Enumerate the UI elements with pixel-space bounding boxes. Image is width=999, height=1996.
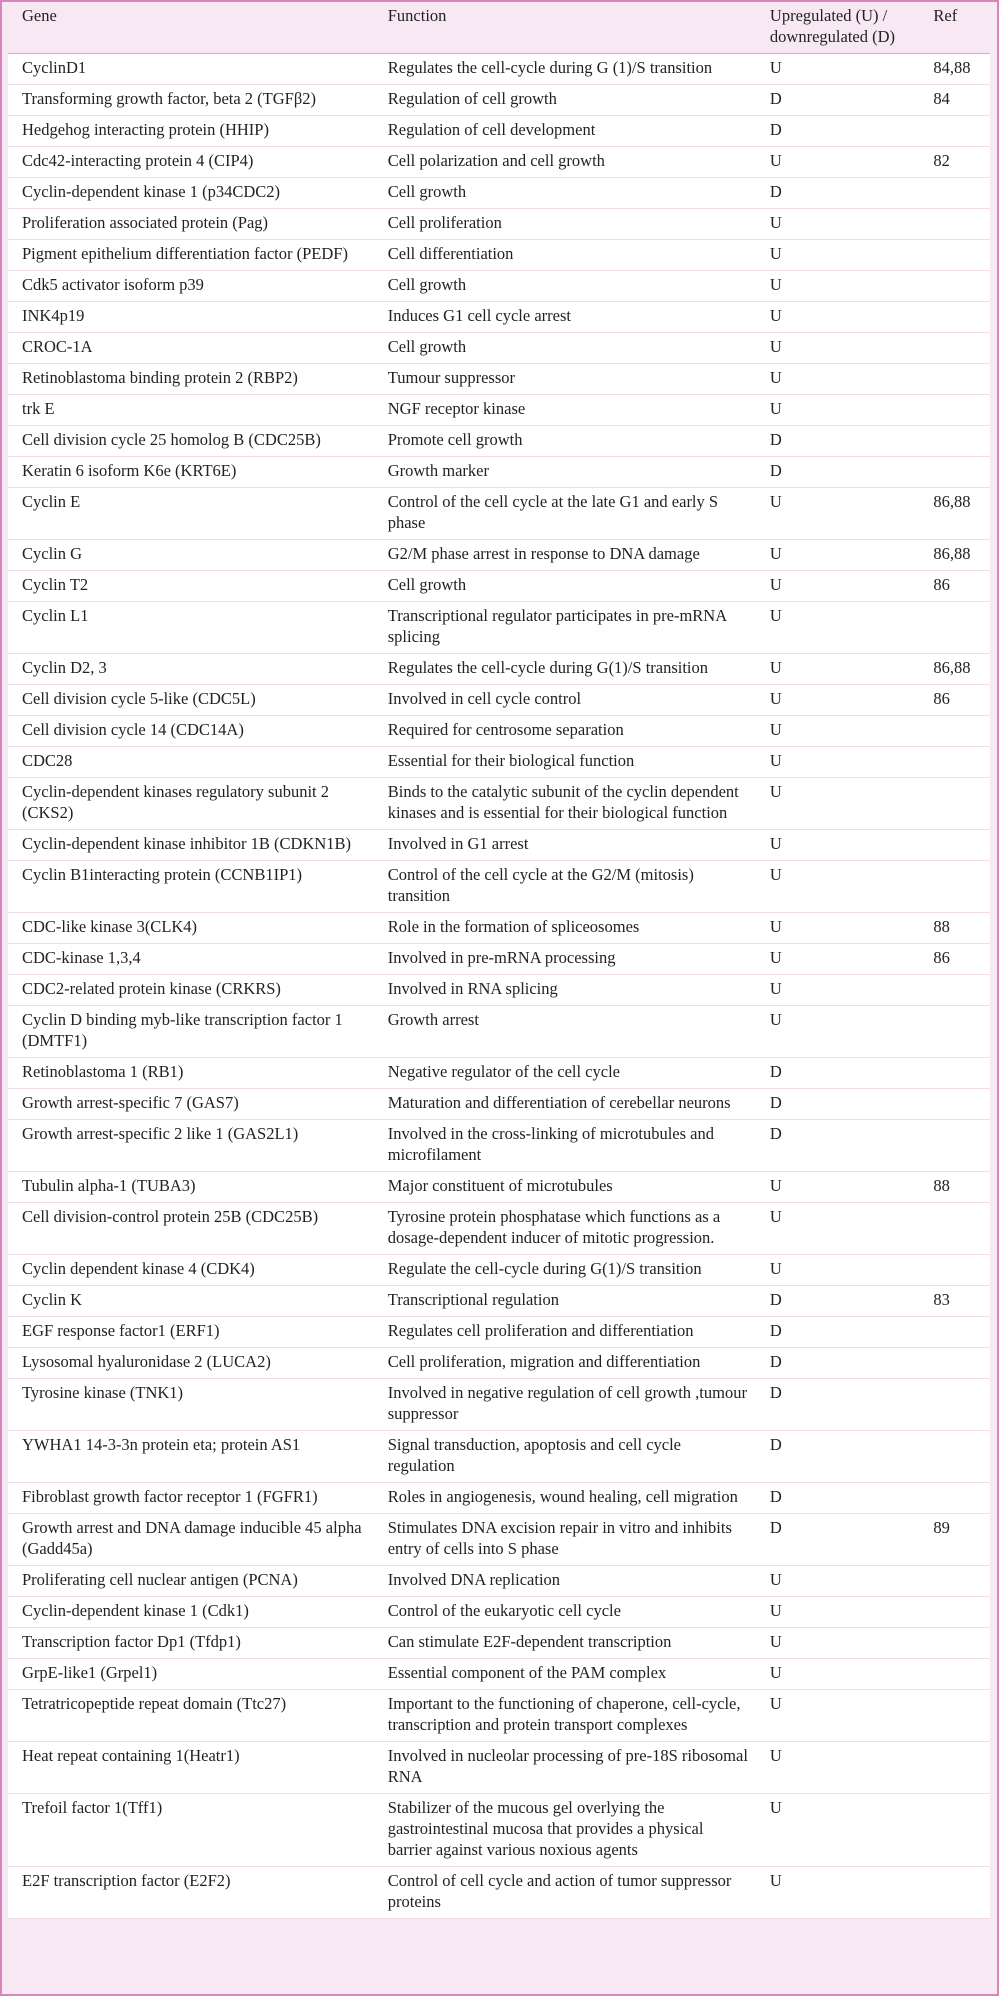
header-row [8,2,990,54]
gene-cell: E2F transcription factor (E2F2) [22,1871,231,1890]
function-cell: G2/M phase arrest in response to DNA damage [387,544,700,563]
function-cell: Involved in cell cycle control [387,689,582,708]
ref-cell [919,395,990,426]
table-row [8,778,990,830]
gene-cell: Cyclin dependent kinase 4 (CDK4) [22,1259,255,1278]
ref-cell [919,747,990,778]
ref-cell: 86 [933,689,950,708]
ref-cell [919,778,990,830]
regulation-cell: U [769,1176,782,1195]
gene-cell: YWHA1 14-3-3n protein eta; protein AS1 [22,1435,301,1454]
regulation-cell: U [769,58,782,77]
table-row [8,1058,990,1089]
regulation-cell: U [769,275,782,294]
regulation-cell: D [769,1435,782,1454]
ref-cell: 83 [933,1290,950,1309]
table-row [8,426,990,457]
gene-cell: Cyclin T2 [22,575,89,594]
regulation-cell: D [769,120,782,139]
gene-cell: CDC28 [22,751,73,770]
table-row [8,147,990,178]
ref-cell [919,716,990,747]
function-cell: Control of cell cycle and action of tumor suppressor proteins [387,1871,732,1911]
function-cell: Control of the cell cycle at the late G1 and early S phase [387,492,719,532]
gene-cell: Cyclin B1interacting protein (CCNB1IP1) [22,865,303,884]
regulation-cell: U [769,244,782,263]
function-cell: Cell differentiation [387,244,514,263]
table-row [8,1172,990,1203]
function-cell: Cell growth [387,275,467,294]
table-row [8,333,990,364]
regulation-cell: U [769,1632,782,1651]
ref-cell [919,1348,990,1379]
table-row [8,654,990,685]
gene-cell: Cyclin D2, 3 [22,658,107,677]
gene-cell: CyclinD1 [22,58,87,77]
regulation-cell: U [769,1259,782,1278]
gene-cell: Lysosomal hyaluronidase 2 (LUCA2) [22,1352,271,1371]
table-row [8,1514,990,1566]
regulation-cell: U [769,979,782,998]
gene-cell: Cyclin L1 [22,606,89,625]
ref-cell: 82 [933,151,950,170]
table-row [8,975,990,1006]
ref-cell: 86,88 [933,544,971,563]
regulation-cell: U [769,834,782,853]
table-row [8,457,990,488]
regulation-cell: D [769,1352,782,1371]
ref-cell [919,975,990,1006]
function-cell: Control of the cell cycle at the G2/M (mitosis) transition [387,865,694,905]
table-row [8,395,990,426]
ref-cell: 86 [933,575,950,594]
table-row [8,1431,990,1483]
function-cell: Involved in pre-mRNA processing [387,948,616,967]
regulation-cell: U [769,213,782,232]
ref-cell [919,1690,990,1742]
ref-cell [919,1742,990,1794]
function-cell: Roles in angiogenesis, wound healing, cell migration [387,1487,738,1506]
regulation-cell: U [769,1010,782,1029]
table-row [8,571,990,602]
table-row [8,1690,990,1742]
function-cell: Cell proliferation, migration and differentiation [387,1352,701,1371]
table-row [8,1379,990,1431]
function-cell: Major constituent of microtubules [387,1176,613,1195]
ref-cell [919,333,990,364]
function-cell: Tumour suppressor [387,368,516,387]
function-cell: Involved in negative regulation of cell growth ,tumour suppressor [387,1383,747,1423]
gene-cell: Cyclin-dependent kinase inhibitor 1B (CDKN1B) [22,834,352,853]
regulation-cell: U [769,306,782,325]
regulation-cell: D [769,1518,782,1537]
table-row [8,54,990,85]
table-row [8,1566,990,1597]
ref-cell [919,116,990,147]
function-cell: Cell polarization and cell growth [387,151,605,170]
table-row [8,1794,990,1867]
regulation-cell: U [769,151,782,170]
table-row [8,1628,990,1659]
ref-cell: 86 [933,948,950,967]
ref-cell [919,1431,990,1483]
gene-cell: CDC-kinase 1,3,4 [22,948,141,967]
regulation-cell: D [769,89,782,108]
gene-cell: Transcription factor Dp1 (Tfdp1) [22,1632,241,1651]
regulation-cell: D [769,1383,782,1402]
table-row [8,271,990,302]
table-row [8,209,990,240]
ref-cell [919,1483,990,1514]
table-row [8,178,990,209]
regulation-cell: U [769,782,782,801]
function-cell: Role in the formation of spliceosomes [387,917,640,936]
function-cell: Regulates the cell-cycle during G(1)/S transition [387,658,709,677]
function-cell: Cell growth [387,182,467,201]
function-cell: Involved in RNA splicing [387,979,558,998]
ref-cell [919,1089,990,1120]
function-cell: Regulate the cell-cycle during G(1)/S transition [387,1259,702,1278]
table-row [8,716,990,747]
table-row [8,1006,990,1058]
table-row [8,1348,990,1379]
function-cell: Negative regulator of the cell cycle [387,1062,620,1081]
regulation-cell: U [769,948,782,967]
gene-cell: Growth arrest-specific 2 like 1 (GAS2L1) [22,1124,299,1143]
regulation-cell: D [769,461,782,480]
gene-table [8,2,990,1919]
ref-cell [919,1597,990,1628]
function-cell: Regulation of cell development [387,120,596,139]
regulation-cell: U [769,1570,782,1589]
regulation-cell: U [769,689,782,708]
function-cell: Induces G1 cell cycle arrest [387,306,571,325]
table-row [8,602,990,654]
regulation-cell: U [769,1663,782,1682]
regulation-cell: U [769,337,782,356]
gene-cell: CDC-like kinase 3(CLK4) [22,917,198,936]
table-row [8,1203,990,1255]
regulation-cell: D [769,182,782,201]
gene-cell: Fibroblast growth factor receptor 1 (FGFR1) [22,1487,318,1506]
function-cell: Cell growth [387,575,467,594]
gene-cell: Proliferating cell nuclear antigen (PCNA) [22,1570,298,1589]
ref-cell: 86,88 [933,492,971,511]
regulation-cell: U [769,399,782,418]
gene-cell: Tubulin alpha-1 (TUBA3) [22,1176,196,1195]
header-function: Function [374,2,756,54]
table-row [8,540,990,571]
function-cell: Regulation of cell growth [387,89,557,108]
ref-cell [919,1058,990,1089]
ref-cell: 88 [933,1176,950,1195]
ref-cell [919,1867,990,1919]
function-cell: Regulates cell proliferation and differentiation [387,1321,694,1340]
table-row [8,861,990,913]
ref-cell [919,364,990,395]
function-cell: Can stimulate E2F-dependent transcription [387,1632,672,1651]
gene-cell: Cell division cycle 14 (CDC14A) [22,720,244,739]
function-cell: Essential for their biological function [387,751,635,770]
function-cell: Tyrosine protein phosphatase which functions as a dosage-dependent inducer of mitotic progression. [387,1207,721,1247]
function-cell: Involved DNA replication [387,1570,561,1589]
ref-cell [919,302,990,333]
function-cell: Involved in the cross-linking of microtubules and microfilament [387,1124,715,1164]
table-row [8,302,990,333]
ref-cell [919,457,990,488]
function-cell: Maturation and differentiation of cerebellar neurons [387,1093,731,1112]
table-row [8,1286,990,1317]
ref-cell: 84,88 [933,58,971,77]
ref-cell [919,209,990,240]
function-cell: Involved in nucleolar processing of pre-18S ribosomal RNA [387,1746,748,1786]
table-row [8,1120,990,1172]
table-row [8,116,990,147]
table-row [8,240,990,271]
ref-cell [919,1120,990,1172]
function-cell: Important to the functioning of chaperone, cell-cycle, transcription and protein transport complexes [387,1694,741,1734]
function-cell: Essential component of the PAM complex [387,1663,667,1682]
ref-cell: 86,88 [933,658,971,677]
function-cell: Transcriptional regulation [387,1290,559,1309]
function-cell: Cell growth [387,337,467,356]
function-cell: Promote cell growth [387,430,523,449]
gene-cell: Cell division-control protein 25B (CDC25B) [22,1207,319,1226]
ref-cell [919,1628,990,1659]
gene-cell: CROC-1A [22,337,93,356]
function-cell: Transcriptional regulator participates in pre-mRNA splicing [387,606,727,646]
ref-cell [919,426,990,457]
gene-cell: Cyclin E [22,492,81,511]
ref-cell [919,1317,990,1348]
gene-cell: Cell division cycle 5-like (CDC5L) [22,689,256,708]
gene-cell: Cdk5 activator isoform p39 [22,275,204,294]
gene-cell: Growth arrest and DNA damage inducible 45 alpha (Gadd45a) [22,1518,362,1558]
table-row [8,685,990,716]
table-row [8,944,990,975]
table-row [8,1255,990,1286]
header-ref: Ref [919,2,990,54]
table-row [8,1742,990,1794]
regulation-cell: U [769,1694,782,1713]
regulation-cell: U [769,751,782,770]
ref-cell [919,1006,990,1058]
ref-cell [919,1255,990,1286]
gene-cell: Transforming growth factor, beta 2 (TGFβ2) [22,89,316,108]
table-row [8,1659,990,1690]
gene-cell: Tetratricopeptide repeat domain (Ttc27) [22,1694,287,1713]
gene-cell: Cyclin D binding myb-like transcription factor 1 (DMTF1) [22,1010,343,1050]
regulation-cell: U [769,865,782,884]
function-cell: Involved in G1 arrest [387,834,529,853]
ref-cell [919,1379,990,1431]
gene-cell: Cyclin-dependent kinase 1 (Cdk1) [22,1601,249,1620]
function-cell: Signal transduction, apoptosis and cell cycle regulation [387,1435,681,1475]
table-row [8,364,990,395]
table-row [8,85,990,116]
regulation-cell: U [769,492,782,511]
regulation-cell: D [769,430,782,449]
function-cell: Stimulates DNA excision repair in vitro and inhibits entry of cells into S phase [387,1518,732,1558]
regulation-cell: U [769,1746,782,1765]
ref-cell: 84 [933,89,950,108]
gene-cell: Cell division cycle 25 homolog B (CDC25B) [22,430,321,449]
regulation-cell: D [769,1124,782,1143]
function-cell: Regulates the cell-cycle during G (1)/S transition [387,58,713,77]
gene-cell: Pigment epithelium differentiation factor (PEDF) [22,244,348,263]
regulation-cell: U [769,368,782,387]
regulation-cell: U [769,606,782,625]
regulation-cell: D [769,1290,782,1309]
regulation-cell: D [769,1487,782,1506]
ref-cell [919,861,990,913]
ref-cell [919,1203,990,1255]
ref-cell [919,1794,990,1867]
table-row [8,747,990,778]
ref-cell [919,271,990,302]
ref-cell: 89 [933,1518,950,1537]
gene-cell: Cdc42-interacting protein 4 (CIP4) [22,151,254,170]
ref-cell [919,178,990,209]
gene-cell: Growth arrest-specific 7 (GAS7) [22,1093,239,1112]
gene-cell: Hedgehog interacting protein (HHIP) [22,120,269,139]
gene-cell: CDC2-related protein kinase (CRKRS) [22,979,281,998]
table-row [8,1597,990,1628]
gene-cell: Cyclin G [22,544,83,563]
table-row [8,1089,990,1120]
table-row [8,1317,990,1348]
gene-cell: Cyclin K [22,1290,83,1309]
gene-cell: Cyclin-dependent kinase 1 (p34CDC2) [22,182,280,201]
gene-cell: Keratin 6 isoform K6e (KRT6E) [22,461,237,480]
regulation-cell: U [769,1601,782,1620]
regulation-cell: U [769,1798,782,1817]
gene-cell: Cyclin-dependent kinases regulatory subunit 2 (CKS2) [22,782,330,822]
header-regulation: Upregulated (U) / downregulated (D) [756,2,920,54]
function-cell: Cell proliferation [387,213,502,232]
table-row [8,830,990,861]
function-cell: Stabilizer of the mucous gel overlying the gastrointestinal mucosa that provides a physical barrier against various noxious agents [387,1798,704,1859]
gene-cell: Retinoblastoma binding protein 2 (RBP2) [22,368,298,387]
regulation-cell: D [769,1321,782,1340]
regulation-cell: U [769,575,782,594]
table-row [8,1483,990,1514]
table-row [8,1867,990,1919]
regulation-cell: U [769,720,782,739]
gene-cell: Proliferation associated protein (Pag) [22,213,269,232]
function-cell: Required for centrosome separation [387,720,624,739]
regulation-cell: D [769,1093,782,1112]
gene-cell: GrpE-like1 (Grpel1) [22,1663,158,1682]
table-row [8,488,990,540]
function-cell: Growth arrest [387,1010,479,1029]
regulation-cell: U [769,917,782,936]
gene-cell: Tyrosine kinase (TNK1) [22,1383,184,1402]
gene-cell: INK4p19 [22,306,85,325]
function-cell: Growth marker [387,461,489,480]
gene-cell: trk E [22,399,55,418]
ref-cell: 88 [933,917,950,936]
gene-cell: Retinoblastoma 1 (RB1) [22,1062,184,1081]
table-row [8,913,990,944]
regulation-cell: U [769,1207,782,1226]
regulation-cell: U [769,1871,782,1890]
regulation-cell: D [769,1062,782,1081]
ref-cell [919,830,990,861]
function-cell: Binds to the catalytic subunit of the cyclin dependent kinases and is essential for their biological function [387,782,739,822]
regulation-cell: U [769,544,782,563]
ref-cell [919,240,990,271]
ref-cell [919,1659,990,1690]
header-gene: Gene [8,2,374,54]
function-cell: Control of the eukaryotic cell cycle [387,1601,621,1620]
function-cell: NGF receptor kinase [387,399,526,418]
ref-cell [919,602,990,654]
ref-cell [919,1566,990,1597]
gene-cell: Heat repeat containing 1(Heatr1) [22,1746,240,1765]
regulation-cell: U [769,658,782,677]
gene-cell: EGF response factor1 (ERF1) [22,1321,220,1340]
gene-cell: Trefoil factor 1(Tff1) [22,1798,163,1817]
